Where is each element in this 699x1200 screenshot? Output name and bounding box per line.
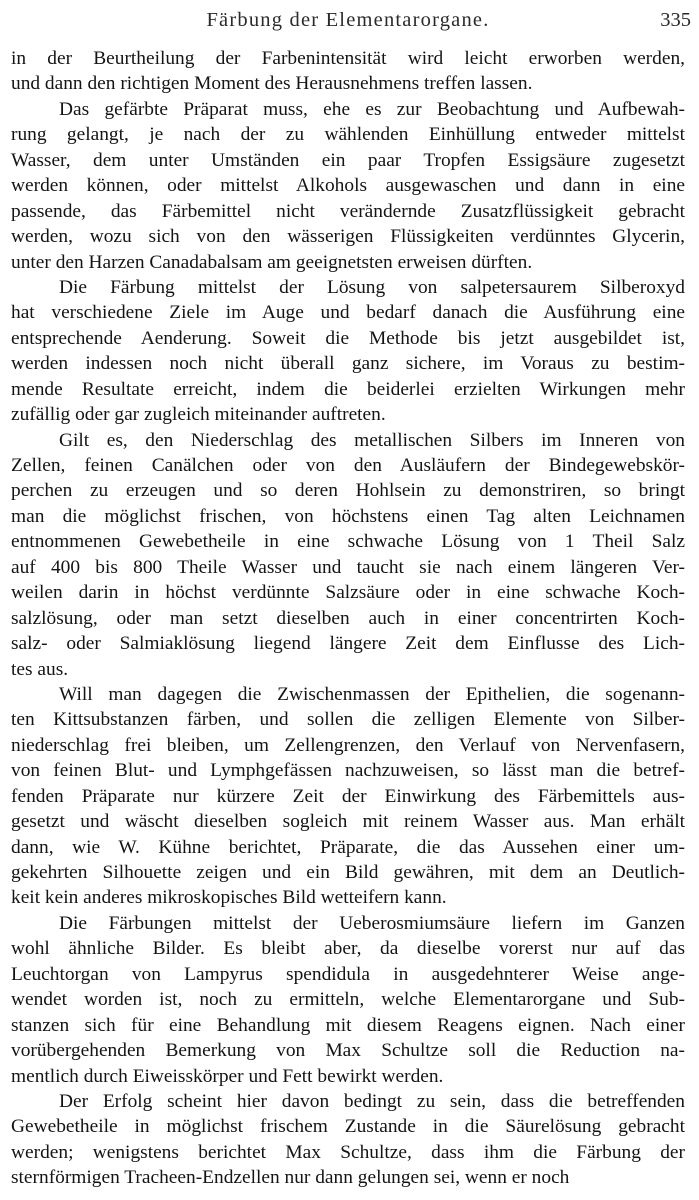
text-line: gekehrten Silhouette zeigen und ein Bild gewähren, mit dem an Deutlich- [11,862,685,883]
paragraph [11,911,685,1089]
text-line: in der Beurtheilung der Farbenintensität wird leicht erworben werden, [11,48,685,69]
text-line: keit kein anderes mikroskopisches Bild wetteifern kann. [11,887,447,909]
running-title: Färbung der Elementarorgane. [206,9,490,31]
text-line: werden können, oder mittelst Alkohols ausgewaschen und dann in eine [11,175,685,197]
text-line: fenden Präparate nur kürzere Zeit der Einwirkung des Färbemittels aus- [11,785,685,807]
text-line: wendet worden ist, noch zu ermitteln, welche Elementarorgane und Sub- [11,989,685,1011]
paragraph [11,1089,685,1191]
text-line: Die Färbungen mittelst der Ueberosmiumsäure liefern im Ganzen [59,912,685,934]
text-line: zufällig oder gar zugleich miteinander auftreten. [11,404,386,426]
paragraph [11,46,685,97]
text-line: werden, wozu sich von den wässerigen Flüssigkeiten verdünntes Glycerin, [11,226,685,248]
text-line: entnommenen Gewebetheile in eine schwache Lösung von 1 Theil Salz [11,531,685,553]
text-line: Die Färbung mittelst der Lösung von salpetersaurem Silberoxyd [59,276,685,298]
running-head [11,6,691,46]
text-line: werden indessen noch nicht überall ganz sichere, im Voraus zu bestim- [11,353,685,375]
text-line: rung gelangt, je nach der zu wählenden Einhüllung entweder mittelst [11,124,685,146]
text-line: mentlich durch Eiweisskörper und Fett bewirkt werden. [11,1065,444,1087]
text-line: Leuchtorgan von Lampyrus spendidula in ausgedehnterer Weise ange- [11,963,685,985]
text-line: wohl ähnliche Bilder. Es bleibt aber, da dieselbe vorerst nur auf das [11,938,685,960]
text-line: perchen zu erzeugen und so deren Hohlsein zu demonstriren, so bringt [11,480,685,502]
text-line: Will man dagegen die Zwischenmassen der Epithelien, die sogenann- [59,683,685,705]
text-line: Der Erfolg scheint hier davon bedingt zu sein, dass die betreffenden [59,1090,685,1112]
paragraph [11,682,685,911]
text-line: und dann den richtigen Moment des Herausnehmens treffen lassen. [11,73,533,95]
text-line: ten Kittsubstanzen färben, und sollen die zelligen Elemente von Silber- [11,709,685,731]
text-line: tes aus. [11,658,69,680]
text-line: Zellen, feinen Canälchen oder von den Ausläufern der Bindegewebskör- [11,455,685,476]
text-line: vorübergehenden Bemerkung von Max Schultze soll die Reduction na- [11,1040,685,1062]
text-line: Gewebetheile in möglichst frischem Zustande in die Säurelösung gebracht [11,1116,685,1138]
text-line: weilen darin in höchst verdünnte Salzsäure oder in eine schwache Koch- [11,582,685,604]
text-line: passende, das Färbemittel nicht verändernde Zusatzflüssigkeit gebracht [11,200,685,222]
text-line: entsprechende Aenderung. Soweit die Methode bis jetzt ausgebildet ist, [11,327,685,349]
text-line: sternförmigen Tracheen-Endzellen nur dann gelungen sei, wenn er noch [11,1167,570,1189]
text-line: niederschlag frei bleiben, um Zellengrenzen, den Verlauf von Nervenfasern, [11,734,685,756]
text-line: stanzen sich für eine Behandlung mit diesem Reagens eignen. Nach einer [11,1014,685,1036]
text-line: werden; wenigstens berichtet Max Schultze, dass ihm die Färbung der [11,1141,685,1163]
text-line: von feinen Blut- und Lymphgefässen nachzuweisen, so lässt man die betref- [11,760,685,782]
text-line: Gilt es, den Niederschlag des metallischen Silbers im Inneren von [59,429,685,451]
paragraph [11,97,685,275]
text-line: man die möglichst frischen, von höchstens einen Tag alten Leichnamen [11,505,685,527]
text-line: unter den Harzen Canadabalsam am geeignetsten erweisen dürften. [11,251,533,273]
text-line: gesetzt und wäscht dieselben sogleich mit reinem Wasser aus. Man erhält [11,811,685,833]
text-line: hat verschiedene Ziele im Auge und bedarf danach die Ausführung eine [11,302,685,324]
text-line: Das gefärbte Präparat muss, ehe es zur Beobachtung und Aufbewah- [59,98,685,120]
text-line: dann, wie W. Kühne berichtet, Präparate, die das Aussehen einer um- [11,836,685,858]
paragraph [11,275,685,428]
text-line: salzlösung, oder man setzt dieselben auch in einer concentrirten Koch- [11,607,685,629]
text-line: Wasser, dem unter Umständen ein paar Tropfen Essigsäure zugesetzt [11,149,685,171]
paragraph [11,428,685,682]
text-line: salz- oder Salmiaklösung liegend längere Zeit dem Einflusse des Lich- [11,633,685,655]
text-line: mende Resultate erreicht, indem die beiderlei erzielten Wirkungen mehr [11,378,685,400]
page-number: 335 [660,9,691,31]
text-line: auf 400 bis 800 Theile Wasser und taucht sie nach einem längeren Ver- [11,556,685,578]
body-text [11,46,685,1191]
